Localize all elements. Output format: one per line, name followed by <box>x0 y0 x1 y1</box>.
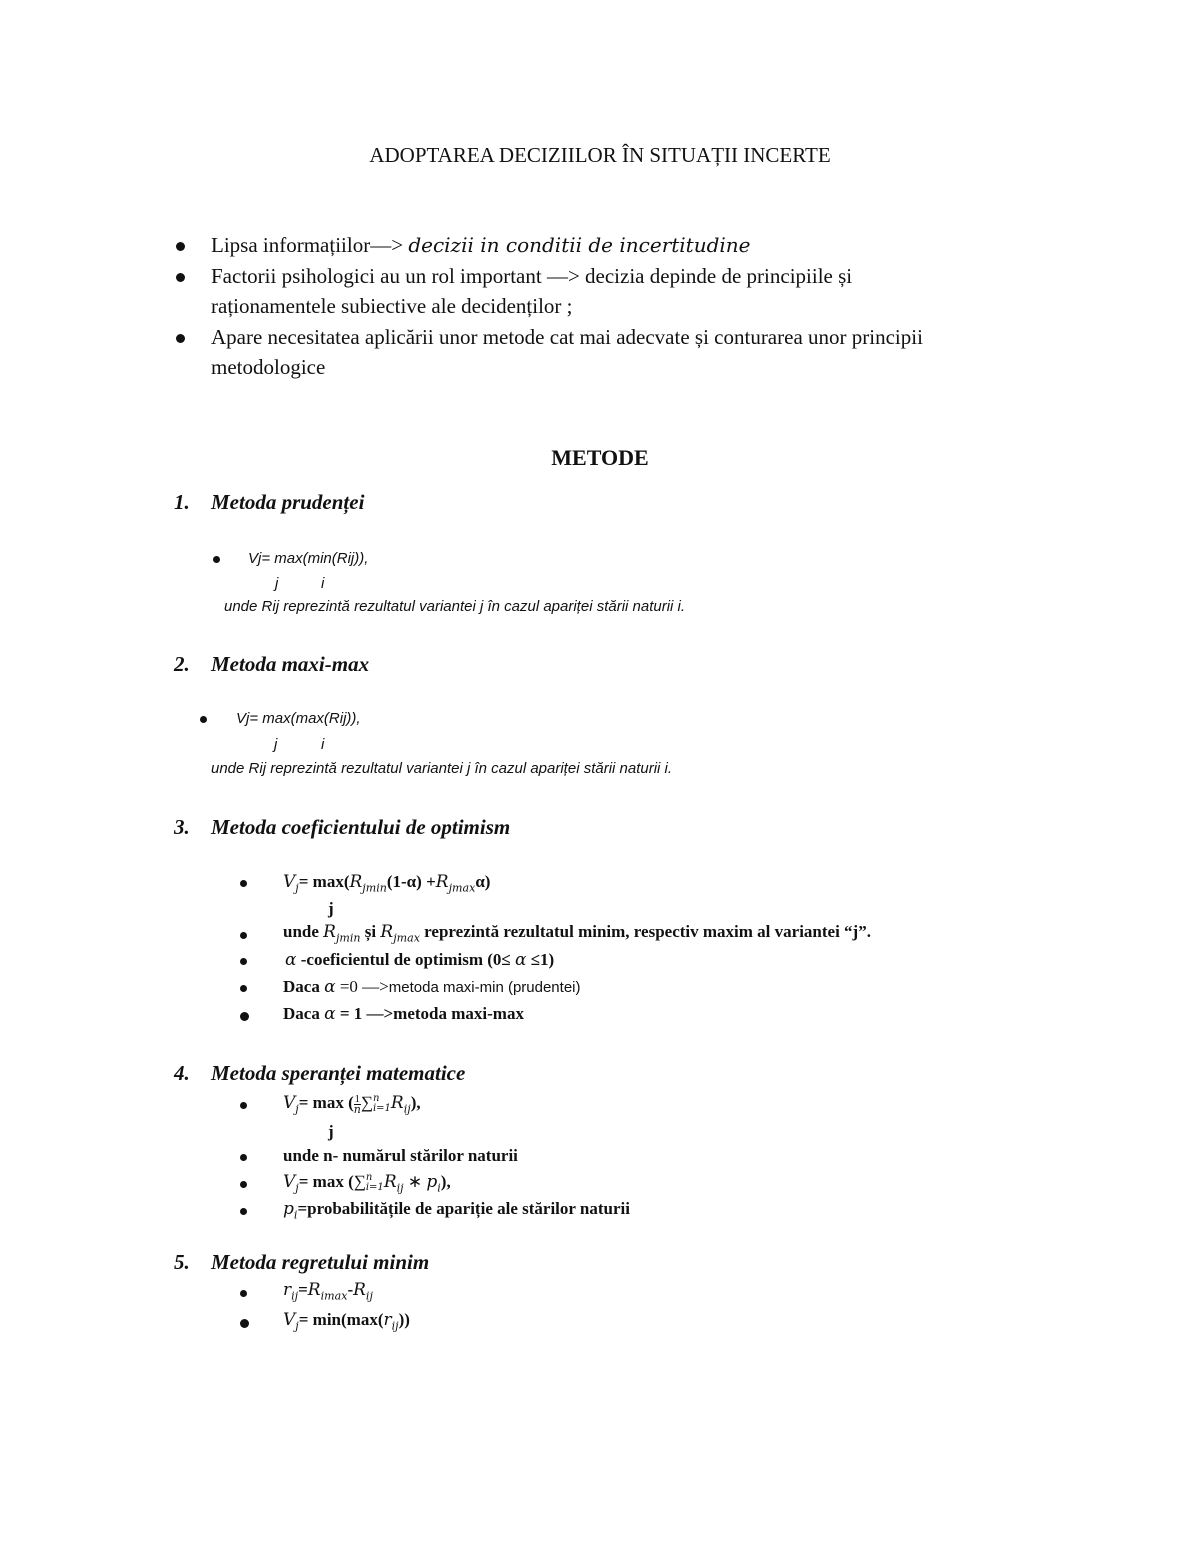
method-5-formula-2: $V_j= \min(\max(r_{ij}))$ <box>283 1310 410 1333</box>
method-3-line-3: α -coeficientul de optimism (0≤ α ≤1) <box>285 950 555 970</box>
bullet-dot <box>200 716 207 723</box>
method-1-sub-i: i <box>321 575 325 592</box>
method-1-title: Metoda prudenței <box>211 490 365 514</box>
method-4-number: 4. <box>174 1061 190 1085</box>
bullet-1-italic: decizii in conditii de incertitudine <box>408 233 751 257</box>
method-1-note: unde Rij reprezintă rezultatul variantei j în cazul apariței stării naturii i. <box>224 598 686 615</box>
method-3-line-4: Daca α =0 —>metoda maxi-min (prudentei) <box>283 977 581 997</box>
bullet-2-line-2: raționamentele subiective ale decidenților ; <box>211 294 573 318</box>
method-3-title: Metoda coeficientului de optimism <box>211 815 511 839</box>
bullet-dot <box>240 1154 247 1161</box>
bullet-1-text: Lipsa informațiilor—> <box>211 233 409 257</box>
method-2-number: 2. <box>174 652 190 676</box>
bullet-dot <box>240 958 247 965</box>
section-heading: METODE <box>551 445 649 470</box>
method-1-sub-j: j <box>275 575 279 592</box>
bullet-3-line-1: Apare necesitatea aplicării unor metode cat mai adecvate și conturarea unor principii <box>211 325 923 349</box>
bullet-dot <box>240 932 247 939</box>
bullet-dot <box>240 1290 247 1297</box>
bullet-1 <box>211 233 751 258</box>
method-2-formula: Vj= max(max(Rij)), <box>236 710 361 727</box>
method-4-line-4: $p_i=probabilitățile$ de apariție ale stărilor naturii <box>283 1199 630 1222</box>
method-3-line-5: Daca α = 1 —>metoda maxi-max <box>283 1004 524 1024</box>
bullet-dot <box>176 334 185 343</box>
bullet-dot <box>240 1319 249 1328</box>
method-5-title: Metoda regretului minim <box>211 1250 430 1274</box>
method-1-formula: Vj= max(min(Rij)), <box>248 550 369 567</box>
method-4-formula-1: $V_j= \max$ ( $\frac{1}{n}$ ∑ n i=1 $R_{ij}$), <box>283 1092 421 1116</box>
method-2-sub-j: j <box>274 736 278 753</box>
bullet-dot <box>240 1012 249 1021</box>
bullet-3-line-2: metodologice <box>211 355 326 379</box>
bullet-dot <box>176 242 185 251</box>
method-4-formula-2: $V_j= \max$ (∑ n i=1 $R_{ij}$ ∗ $p_i$), <box>283 1172 451 1195</box>
method-3-under-j: j <box>328 899 334 918</box>
page-title: ADOPTAREA DECIZIILOR ÎN SITUAȚII INCERTE <box>369 143 831 167</box>
method-5-formula-1: $r_{ij}=R_{imax}-R_{ij}$ <box>283 1280 373 1303</box>
bullet-dot <box>240 1102 247 1109</box>
method-2-sub-i: i <box>321 736 325 753</box>
bullet-dot <box>240 880 247 887</box>
method-1-number: 1. <box>174 490 190 514</box>
bullet-dot <box>240 1208 247 1215</box>
bullet-dot <box>240 1181 247 1188</box>
bullet-dot <box>213 556 220 563</box>
method-5-number: 5. <box>174 1250 190 1274</box>
method-2-note: unde Rij reprezintă rezultatul variantei j în cazul apariței stării naturii i. <box>211 760 673 777</box>
method-3-line-2: unde $R_{jmin}$ și $R_{jmax}$ reprezintă rezultatul minim, respectiv maxim al variantei “j”. <box>283 922 871 945</box>
method-4-line-2: unde n- numărul stărilor naturii <box>283 1146 518 1165</box>
method-3-number: 3. <box>174 815 190 839</box>
method-4-title: Metoda speranței matematice <box>211 1061 466 1085</box>
method-4-under-j: j <box>328 1122 334 1141</box>
method-3-formula: $V_j= \max(R_{jmin}(1-\alpha) +R_{jmax}\alpha)$ <box>283 872 491 895</box>
method-2-title: Metoda maxi-max <box>211 652 370 676</box>
bullet-dot <box>240 985 247 992</box>
bullet-2-line-1: Factorii psihologici au un rol important —> decizia depinde de principiile și <box>211 264 853 288</box>
bullet-dot <box>176 273 185 282</box>
